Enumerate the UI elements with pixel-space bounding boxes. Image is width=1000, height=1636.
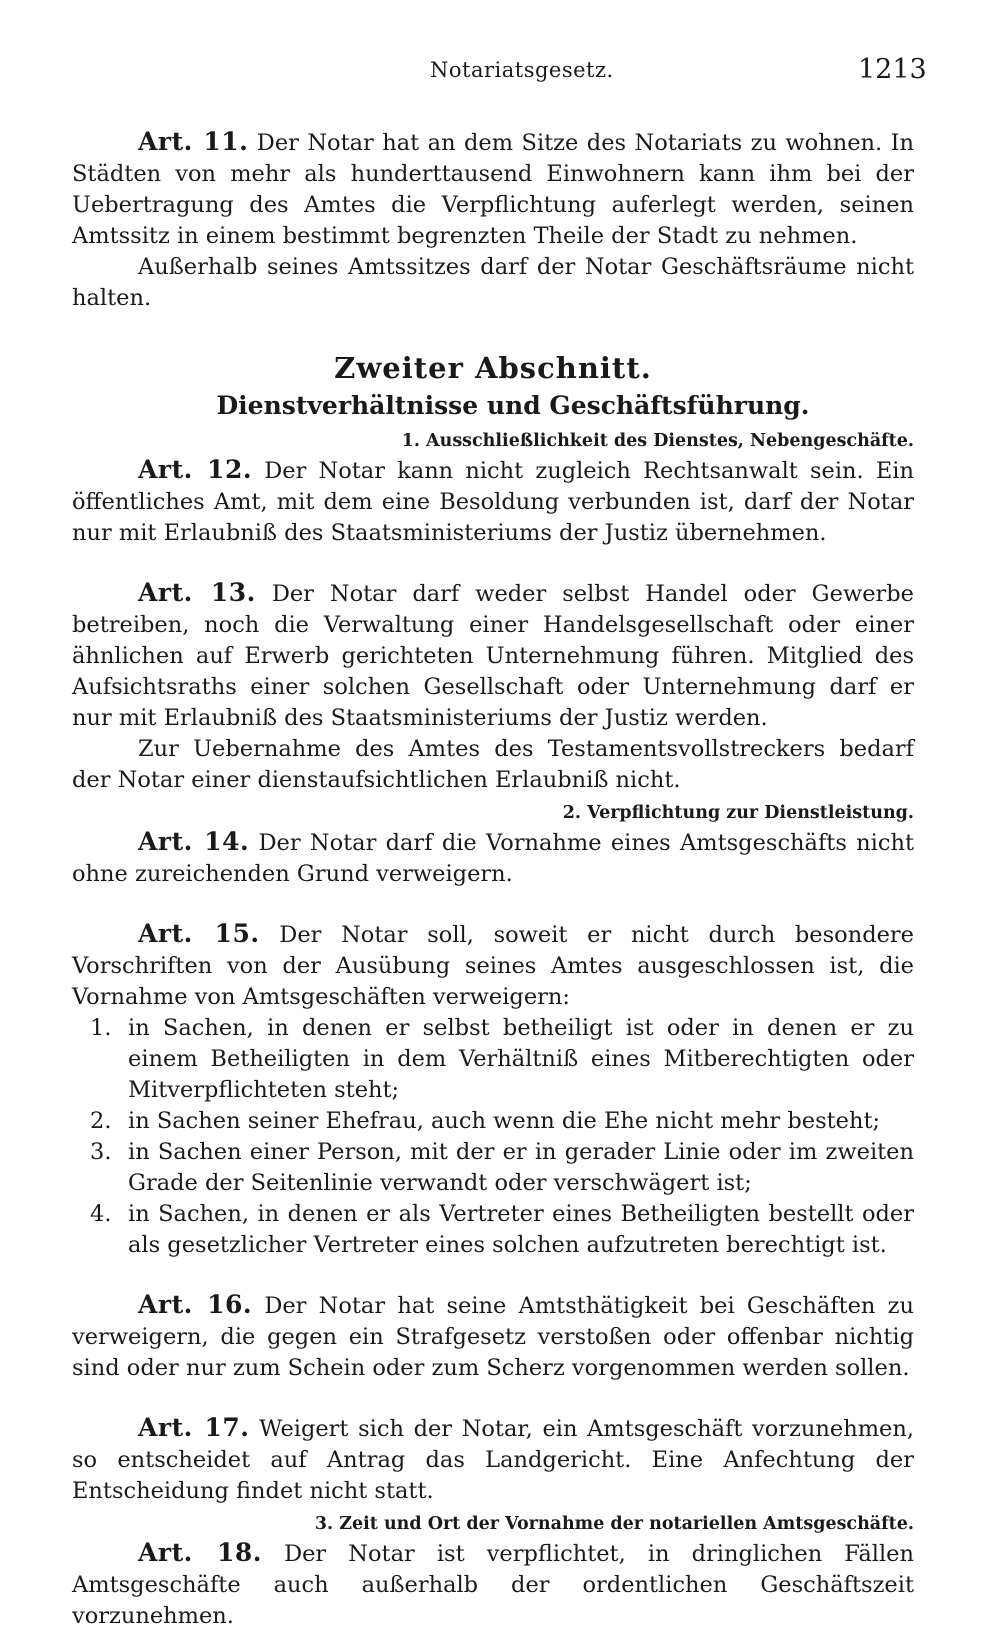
article-13-paragraph-2: Zur Uebernahme des Amtes des Testamentsvollstreckers bedarf der Notar einer dienstaufsichtlichen Erlaubniß nicht. bbox=[72, 736, 914, 793]
section-subtitle: Dienstverhältnisse und Geschäftsführung. bbox=[216, 391, 810, 420]
list-item bbox=[72, 1137, 914, 1199]
article-text: Der Notar ist verpflichtet, in dringlichen Fällen Amtsgeschäfte auch außerhalb der ordentlichen Geschäftszeit vorzunehmen. bbox=[72, 1541, 914, 1629]
article-text: Der Notar hat an dem Sitze des Notariats zu wohnen. In Städten von mehr als hunderttausend Einwohnern kann ihm bei der Uebertragung des Amtes die Verpflichtung auferlegt werden, seinen Amtssitz in einem bestimmt begrenzten Theile der Stadt zu nehmen. bbox=[72, 130, 915, 249]
list-item-text: in Sachen seiner Ehefrau, auch wenn die Ehe nicht mehr besteht; bbox=[128, 1108, 881, 1134]
spacer bbox=[72, 549, 914, 577]
list-item-text: in Sachen, in denen er als Vertreter eines Betheiligten bestellt oder als gesetzlicher Vertreter eines solchen aufzutreten berechtigt ist. bbox=[128, 1201, 914, 1258]
article-15-list bbox=[72, 1013, 914, 1261]
spacer bbox=[72, 1261, 914, 1289]
article-number: Art. 11. bbox=[138, 127, 249, 156]
list-item bbox=[72, 1106, 914, 1137]
article-text: Weigert sich der Notar, ein Amtsgeschäft vorzunehmen, so entscheidet auf Antrag das Landgericht. Eine Anfechtung der Entscheidung findet nicht statt. bbox=[72, 1416, 914, 1504]
article-15 bbox=[72, 918, 914, 1013]
article-14 bbox=[72, 826, 914, 890]
article-17 bbox=[72, 1412, 914, 1507]
article-12 bbox=[72, 454, 914, 549]
spacer bbox=[72, 1384, 914, 1412]
list-item bbox=[72, 1199, 914, 1261]
article-18 bbox=[72, 1537, 914, 1632]
article-11-paragraph-2: Außerhalb seines Amtssitzes darf der Notar Geschäftsräume nicht halten. bbox=[72, 254, 914, 311]
article-number: Art. 14. bbox=[138, 827, 250, 856]
article-number: Art. 15. bbox=[138, 919, 260, 948]
subheading-1: 1. Ausschließlichkeit des Dienstes, Nebengeschäfte. bbox=[401, 431, 914, 451]
article-text: Der Notar kann nicht zugleich Rechtsanwalt sein. Ein öffentliches Amt, mit dem eine Besoldung verbunden ist, darf der Notar nur mit Erlaubniß des Staatsministeriums der Justiz übernehmen. bbox=[72, 458, 914, 546]
article-text: Der Notar soll, soweit er nicht durch besondere Vorschriften von der Ausübung seines Amtes ausgeschlossen ist, die Vornahme von Amtsgeschäften verweigern: bbox=[72, 922, 914, 1010]
subheading-3: 3. Zeit und Ort der Vornahme der notariellen Amtsgeschäfte. bbox=[314, 1514, 914, 1534]
list-item-number: 3. bbox=[90, 1139, 112, 1165]
list-item-text: in Sachen, in denen er selbst betheiligt ist oder in denen er zu einem Betheiligten in dem Verhältniß eines Mitberechtigten oder Mitverpflichteten steht; bbox=[128, 1015, 914, 1103]
article-number: Art. 13. bbox=[138, 578, 256, 607]
list-item-number: 4. bbox=[90, 1201, 112, 1227]
list-item bbox=[72, 1013, 914, 1106]
subheading-2: 2. Verpflichtung zur Dienstleistung. bbox=[562, 803, 914, 823]
spacer bbox=[72, 890, 914, 918]
article-text: Der Notar hat seine Amtsthätigkeit bei Geschäften zu verweigern, die gegen ein Strafgesetz verstoßen oder offenbar nichtig sind oder nur zum Schein oder zum Scherz vorgenommen werden sollen. bbox=[72, 1293, 914, 1381]
body-text bbox=[72, 126, 914, 1632]
article-number: Art. 18. bbox=[138, 1538, 262, 1567]
article-number: Art. 17. bbox=[138, 1413, 250, 1442]
section-title: Zweiter Abschnitt. bbox=[334, 351, 652, 385]
page-number: 1213 bbox=[858, 54, 927, 85]
list-item-number: 2. bbox=[90, 1108, 112, 1134]
article-16 bbox=[72, 1289, 914, 1384]
running-head bbox=[0, 54, 1000, 98]
article-number: Art. 12. bbox=[138, 455, 253, 484]
list-item-text: in Sachen einer Person, mit der er in gerader Linie oder im zweiten Grade der Seitenlinie verwandt oder verschwägert ist; bbox=[128, 1139, 914, 1196]
article-11 bbox=[72, 126, 914, 252]
running-title: Notariatsgesetz. bbox=[430, 58, 614, 82]
article-text: Der Notar darf weder selbst Handel oder Gewerbe betreiben, noch die Verwaltung einer Handelsgesellschaft oder einer ähnlichen auf Erwerb gerichteten Unternehmung führen. Mitglied des Aufsichtsraths einer solchen Gesellschaft oder Unternehmung darf er nur mit Erlaubniß des Staatsministeriums der Justiz werden. bbox=[72, 581, 914, 731]
article-text: Der Notar darf die Vornahme eines Amtsgeschäfts nicht ohne zureichenden Grund verweigern. bbox=[72, 830, 914, 887]
list-item-number: 1. bbox=[90, 1015, 112, 1041]
article-number: Art. 16. bbox=[138, 1290, 253, 1319]
article-13 bbox=[72, 577, 914, 734]
